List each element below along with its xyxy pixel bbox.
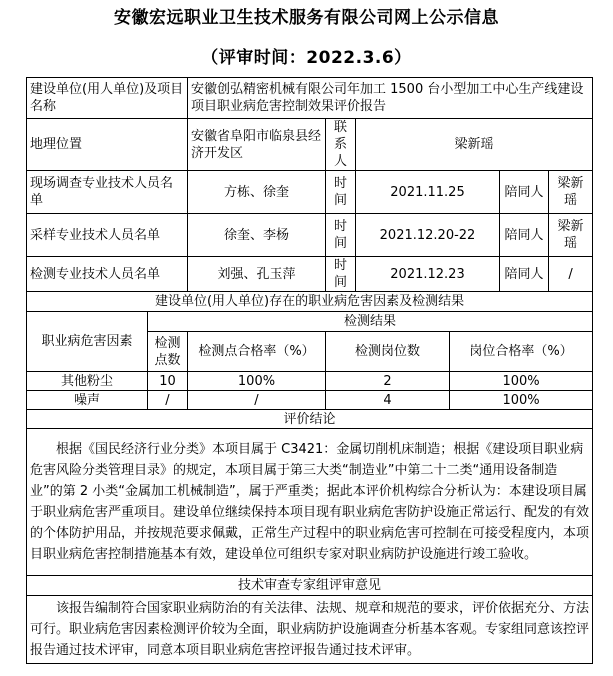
contact-label: 联系人 — [326, 119, 356, 171]
conclusion-title: 评价结论 — [27, 410, 593, 429]
hazard-posts: 4 — [326, 391, 450, 410]
hazards-section-title: 建设单位(用人单位)存在的职业病危害因素及检测结果 — [27, 292, 593, 312]
staff-names: 方栋、徐奎 — [188, 171, 326, 214]
col-point-rate: 检测点合格率（%） — [188, 332, 326, 372]
time-label: 时间 — [326, 171, 356, 214]
contact-value: 梁新瑶 — [356, 119, 593, 171]
review-time: （评审时间：2022.3.6） — [201, 48, 412, 68]
hazards-header-row — [27, 312, 593, 332]
results-header: 检测结果 — [148, 312, 593, 332]
expert-row — [27, 596, 593, 664]
time-label: 时间 — [326, 257, 356, 292]
staff-names: 刘强、孔玉萍 — [188, 257, 326, 292]
hazards-section-row — [27, 292, 593, 312]
hazard-posts: 2 — [326, 372, 450, 391]
disclosure-table — [26, 77, 593, 664]
staff-row — [27, 257, 593, 292]
location-value: 安徽省阜阳市临泉县经济开发区 — [188, 119, 326, 171]
conclusion-text: 根据《国民经济行业分类》本项目属于 C3421：金属切削机床制造；根据《建设项目职业病危害风险分类管理目录》的规定，本项目属于第三大类“制造业”中第二十二类“通用设备制造业”的第 2 小类“金属加工机械制造”，属于严重类；据此本评价机构综合分析认为：本建设项目属于职业病危害严重项目。建设单位继续保持本项目现有职业病危害防护设施正常运行、配发的有效的个体防护用品，并按规范要求佩戴，正常生产过程中的职业病危害可控制在可接受程度内，本项目职业病危害控制措施基本有效，建设单位可组织专家对职业病防护设施进行竣工验收。 — [27, 429, 593, 576]
companion-label: 陪同人 — [500, 214, 549, 257]
staff-companion: 梁新瑶 — [549, 171, 593, 214]
hazard-point-rate: / — [188, 391, 326, 410]
staff-label: 检测专业技术人员名单 — [27, 257, 188, 292]
staff-row — [27, 171, 593, 214]
hazard-row — [27, 372, 593, 391]
hazard-point-rate: 100% — [188, 372, 326, 391]
staff-label: 现场调查专业技术人员名单 — [27, 171, 188, 214]
staff-time: 2021.12.23 — [356, 257, 500, 292]
page-title: 安徽宏远职业卫生技术服务有限公司网上公示信息 — [114, 8, 499, 28]
staff-label: 采样专业技术人员名单 — [27, 214, 188, 257]
staff-time: 2021.12.20-22 — [356, 214, 500, 257]
conclusion-row — [27, 429, 593, 576]
factor-header: 职业病危害因素 — [27, 312, 148, 372]
unit-value: 安徽创弘精密机械有限公司年加工 1500 台小型加工中心生产线建设项目职业病危害控制效果评价报告 — [188, 78, 593, 119]
hazard-points: / — [148, 391, 188, 410]
location-row — [27, 119, 593, 171]
hazard-points: 10 — [148, 372, 188, 391]
hazard-post-rate: 100% — [450, 372, 593, 391]
staff-time: 2021.11.25 — [356, 171, 500, 214]
hazard-post-rate: 100% — [450, 391, 593, 410]
staff-names: 徐奎、李杨 — [188, 214, 326, 257]
expert-text: 该报告编制符合国家职业病防治的有关法律、法规、规章和规范的要求，评价依据充分、方法可行。职业病危害因素检测评价较为全面，职业病防护设施调查分析基本客观。专家组同意该控评报告通过技术评审，同意本项目职业病危害控评报告通过技术评审。 — [27, 596, 593, 664]
hazard-factor: 噪声 — [27, 391, 148, 410]
companion-label: 陪同人 — [500, 257, 549, 292]
companion-label: 陪同人 — [500, 171, 549, 214]
time-label: 时间 — [326, 214, 356, 257]
staff-companion: / — [549, 257, 593, 292]
hazard-factor: 其他粉尘 — [27, 372, 148, 391]
expert-title: 技术审查专家组评审意见 — [27, 576, 593, 596]
staff-companion: 梁新瑶 — [549, 214, 593, 257]
col-points: 检测点数 — [148, 332, 188, 372]
col-post-rate: 岗位合格率（%） — [450, 332, 593, 372]
col-posts: 检测岗位数 — [326, 332, 450, 372]
hazard-row — [27, 391, 593, 410]
expert-title-row — [27, 576, 593, 596]
staff-row — [27, 214, 593, 257]
location-label: 地理位置 — [27, 119, 188, 171]
conclusion-title-row — [27, 410, 593, 429]
project-row — [27, 78, 593, 119]
unit-label: 建设单位(用人单位)及项目名称 — [27, 78, 188, 119]
